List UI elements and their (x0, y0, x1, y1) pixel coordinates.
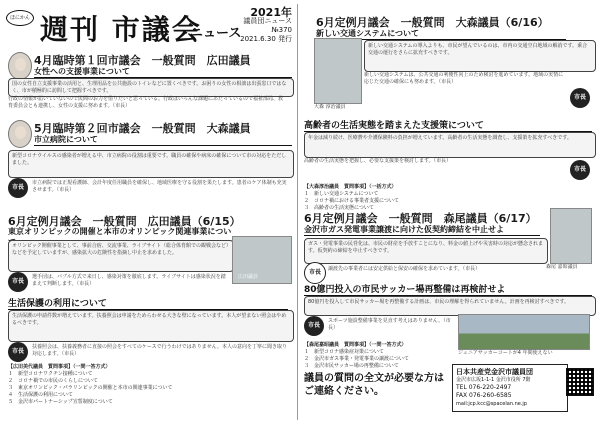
photo-caption: 森尾 嘉昭議員 (546, 264, 578, 270)
list-item: ３ 東京オリンピック・パラリンピックの開催と本市の関連事業について (8, 385, 173, 391)
mayor-badge: 市長 (304, 316, 324, 336)
section-topic: 新しい交通システムについて (316, 28, 566, 40)
mayor-badge: 市長 (8, 342, 28, 362)
answer-text: 選手団は、バブル方式で来日し、感染対策を徹底します。ライブサイトは感染状況を踏まえて判断します。（市長） (32, 274, 226, 287)
answer-text: 市立病院では正規看護師、会計年度任用職員を確保し、地域医療を守る役割を果たします。患者のケア体制も充実させます。（市長） (32, 180, 287, 193)
right-column (302, 0, 596, 424)
question-box: 国の女性自立支援事業の活用と、生理用品を公共施設のトイレなどに置くべきです。お困りの女性の相談は出張窓口ではなく、市が積極的に訪問して把握すべきです。 (8, 78, 294, 97)
section-headline: 6月定例月議会 一般質問 森尾議員（6/17） (304, 212, 537, 225)
list-item: ２ コロナ禍における事業者支援について (304, 198, 399, 204)
newsletter-subtitle: ニュース (190, 26, 242, 41)
list-item: ３ 金沢市民サッカー場の再整備について (304, 363, 399, 369)
section-headline: 6月定例月議会 一般質問 大森議員（6/16） (316, 16, 549, 29)
list-item: ２ 金沢市ガス事業・発電事業の譲渡について (304, 356, 409, 362)
address: 金沢市広坂1-1-1 金沢市役所 7階 (456, 377, 531, 383)
list-item: ３ 高齢者の生活実態について (304, 205, 374, 211)
question-list (304, 342, 454, 370)
qr-code-icon (566, 368, 594, 396)
list-item: １ 新型コロナワクチン接種について (8, 371, 93, 377)
org-name: 日本共産党金沢市議員団 (456, 368, 533, 376)
question-box: 新しい交通システムの導入よりも、市民が望んでいるのは、市内の交通空白地域の解消です。乗合交通の運行をさらに拡充すべきです。 (364, 40, 596, 72)
question-box: 新型コロナウイルスの感染者が増える中、市立病院の役割は重要です。職員の確保や病床の確保について市の対応をただしました。 (8, 150, 294, 178)
section-topic: 市立病院について (34, 134, 292, 146)
photo-caption: 広田議員 (238, 274, 259, 280)
mayor-badge: 市長 (570, 160, 590, 180)
answer-text: スポーツ施設整備事業を見直す考えはありません。（市長） (328, 318, 451, 331)
section-headline: 6月定例月議会 一般質問 広田議員（6/15） (8, 215, 241, 228)
question-box: 80億円を投入して市民サッカー場を再整備する計画は、市民の理解を得られていません。計画を再検討すべきです。 (304, 296, 596, 316)
fax: FAX 076-260-6585 (456, 392, 512, 399)
question-box: ガス・発電事業の民営化は、市民の財産を手放すことになり、料金の値上げや災害時の対応が懸念されます。仮契約の締結を中止すべきです。 (304, 238, 548, 264)
list-item: １ 新型コロナ感染症対策について (304, 349, 384, 355)
left-column (4, 0, 294, 424)
notice-text: 議員の質問の全文が必要な方はご連絡ください。 (304, 373, 444, 397)
contact-box (452, 364, 568, 412)
mayor-badge: 市長 (8, 178, 28, 198)
section-topic: 東京オリンピックの開催と本市のオリンピック関連事業につい (8, 226, 238, 249)
list-item: ５ 金沢市パートナーシップ宣誓制度について (8, 399, 113, 405)
masthead-badge: ほにかん (6, 10, 34, 26)
omori-portrait (8, 120, 32, 148)
mayor-badge: 市長 (570, 88, 590, 108)
section-topic: 女性への支援事業について (34, 66, 292, 78)
hirota-portrait (8, 52, 32, 80)
section-topic: 80億円投入の市民サッカー場再整備は再検討せよ (304, 282, 592, 296)
list-title: 【森尾嘉昭議員 質問事項】（一問一答方式） (304, 342, 407, 348)
list-item: ２ コロナ禍での市民のくらしについて (8, 378, 98, 384)
morio-photo (550, 208, 592, 264)
answer-text: 譲渡先の事業者には安定供給と保安の確保を求めています。（市長） (328, 266, 481, 272)
answer-text: 新しい交通システムは、公共交通の利便性向上のため検討を進めています。地域の実情に応じた交通の確保にも努めます。（市長） (364, 72, 564, 85)
question-box: 年金は減り続け、医療費や介護保険料の負担が増えています。高齢者の生活実態を調査し、支援策を拡充すべきです。 (304, 132, 596, 158)
question-box: オリンピック開催事業として、事前合宿、交流事業、ライブサイト（総合体育館での観戦会など）などを予定していますが、感染拡大の危険性を指摘し中止を求めました。 (8, 240, 234, 272)
column-divider (297, 4, 298, 420)
soccer-field-photo (458, 314, 590, 350)
list-title: 【広田美代議員 質問事項】（一問一答方式） (8, 364, 111, 370)
section-headline: 5月臨時第２回市議会 一般質問 大森議員 (34, 122, 251, 135)
newsletter-title: 週刊 市議会 (40, 13, 202, 46)
list-item: １ 新しい交通システムについて (304, 191, 379, 197)
answer-text: 高齢者の生活実態を把握し、必要な支援策を検討します。（市長） (304, 158, 452, 164)
answer-text: 扶養照会は、扶養義務者に直接の照会をすべてのケースで行うわけではありません。本人の意向を丁寧に聞き取り対応します。（市長） (32, 344, 287, 357)
section-topic: 高齢者の生活実態を踏まえた支援策について (304, 118, 592, 132)
answer-text: 行政の情報が届いていないので民間のお力を借りたいと思っている。行政はいろんな課題にあたっているので福祉部局、教育委員会とも連携し、女性の支援に努めます。（市長） (8, 96, 284, 109)
question-list (304, 184, 584, 212)
omori-photo (314, 38, 362, 104)
email: mail:jcp.kcc@spacelan.ne.jp (456, 401, 527, 407)
photo-caption: 大森 淳治議員 (314, 104, 346, 110)
phone: TEL 076-220-2497 (456, 384, 512, 391)
issue-info: 2021年 議員団ニュース №370 2021.6.30 発行 (240, 6, 292, 43)
photo-caption: ジュニアサッカーコートが4 年間使えない (458, 350, 553, 356)
mayor-badge: 市長 (8, 272, 28, 292)
question-box: 生活保護の申請件数が増えています。扶養照会は申請をためらわせる大きな壁になっています。本人が望まない照会はやめるべきです。 (8, 310, 294, 342)
list-item: ４ 生活保護の利用について (8, 392, 73, 398)
list-title: 【大森淳治議員 質問事項】（一括方式） (304, 184, 397, 190)
section-topic: 金沢市ガス発電事業譲渡に向けた仮契約締結を中止せよ (304, 224, 540, 236)
section-topic: 生活保護の利用について (8, 296, 288, 310)
mayor-badge: 市長 (304, 262, 326, 284)
section-headline: 4月臨時第１回市議会 一般質問 広田議員 (34, 54, 251, 67)
question-list (8, 364, 288, 406)
